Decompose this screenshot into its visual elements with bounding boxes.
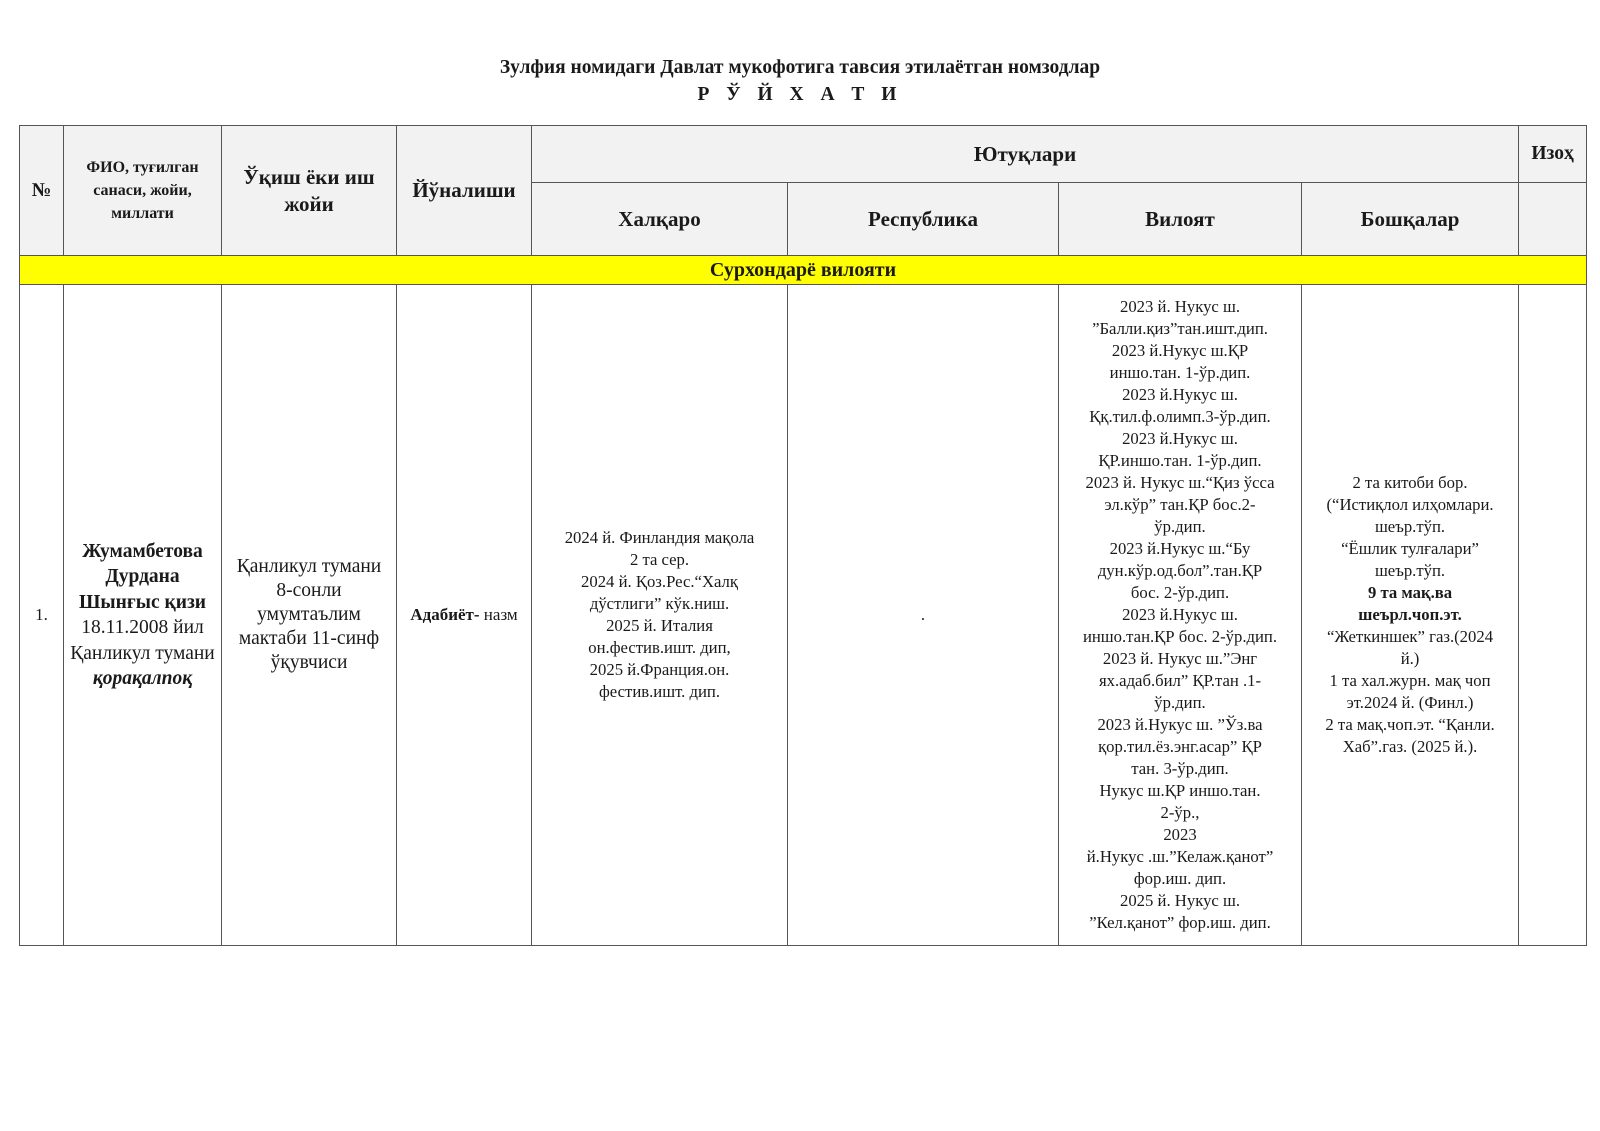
achievements-other [1302,285,1519,946]
achievement-line: шеър.тўп. [1374,517,1446,536]
achievement-line: “Ёшлик тулғалари” [1341,539,1479,558]
candidate-direction [397,285,532,946]
candidate-birth-date: 18.11.2008 йил [81,617,204,638]
row-number: 1. [20,285,64,946]
note-cell [1519,285,1587,946]
achievement-line: фестив.ишт. дип. [598,682,720,701]
direction-rest: назм [479,605,518,624]
achievement-line: 2 та сер. [629,550,690,569]
achievement-line: “Жеткиншек” газ.(2024 [1326,627,1494,646]
title-line-2: Р Ў Й Х А Т И [697,84,903,105]
header-direction: Йўналиши [397,126,532,256]
header-achievements: Ютуқлари [532,126,1519,183]
achievements-international [532,285,788,946]
candidate-name: Жумамбетова Дурдана Шынғыс қизи [78,540,207,613]
header-international: Халқаро [532,183,788,256]
achievements-regional [1059,285,1302,946]
achievement-line: 2023 й.Нукус ш. ”Ўз.ва [1097,715,1263,734]
achievements-republic: . [788,285,1059,946]
achievement-line: 2024 й. Қоз.Рес.“Халқ [581,572,738,591]
achievement-line: 2025 й.Франция.он. [589,660,730,679]
achievement-line: 2 та мақ.чоп.эт. “Қанли. [1325,715,1495,734]
candidates-table [19,125,1587,946]
achievement-line: 2025 й. Италия [606,616,713,635]
achievement-line: дўстлиги” кўк.ниш. [589,594,730,613]
achievement-line: 9 та мақ.ва [1367,583,1453,602]
achievement-line: Нукус ш.ҚР иншо.тан. [1099,781,1261,800]
achievement-line: иншо.тан.ҚР бос. 2-ўр.дип. [1082,627,1278,646]
achievement-line: 2-ўр., [1160,803,1200,822]
achievement-line: ўр.дип. [1154,693,1206,712]
achievement-line: 2023 й.Нукус ш. [1122,385,1238,404]
achievement-line: 2024 й. Финландия мақола [564,528,755,547]
achievement-line: бос. 2-ўр.дип. [1130,583,1230,602]
title-line-1: Зулфия номидаги Давлат мукофотига тавсия этилаётган номзодлар [499,57,1101,78]
table-row [20,285,1587,946]
header-note-empty [1519,183,1587,256]
header-republic: Республика [788,183,1059,256]
achievement-line: эт.2024 й. (Финл.) [1346,693,1474,712]
achievement-line: ”Балли.қиз”тан.ишт.дип. [1092,319,1268,338]
direction-bold: Адабиёт- [410,605,480,624]
achievement-line: 2 та китоби бор. [1352,473,1468,492]
achievement-line: й.Нукус .ш.”Келаж.қанот” [1086,847,1274,866]
achievement-line: (“Истиқлол илҳомлари. [1326,495,1494,514]
achievement-line: Хаб”.газ. (2025 й.). [1342,737,1478,756]
achievement-line: ўр.дип. [1154,517,1206,536]
candidate-study-place: Қанликул тумани 8-сонли умумтаълим мактаби 11-синф ўқувчиси [222,285,397,946]
achievement-line: эл.кўр” тан.ҚР бос.2- [1104,495,1256,514]
achievement-line: 2023 й.Нукус ш. [1122,429,1238,448]
achievement-line: қор.тил.ёз.энг.асар” ҚР [1098,737,1262,756]
achievement-line: 1 та хал.журн. мақ чоп [1329,671,1491,690]
header-regional: Вилоят [1059,183,1302,256]
header-note: Изоҳ [1519,126,1587,183]
achievement-line: 2023 й. Нукус ш.”Энг [1102,649,1258,668]
header-fio: ФИО, туғилган санаси, жойи, миллати [64,126,222,256]
achievement-line: дун.кўр.од.бол”.тан.ҚР [1097,561,1263,580]
achievement-line: фор.иш. дип. [1133,869,1227,888]
achievement-line: 2025 й. Нукус ш. [1119,891,1241,910]
achievement-line: 2023 й.Нукус ш.“Бу [1109,539,1251,558]
achievement-line: 2023 й. Нукус ш. [1119,297,1241,316]
achievement-line: тан. 3-ўр.дип. [1131,759,1229,778]
achievement-line: шеърл.чоп.эт. [1358,605,1462,624]
achievement-line: шеър.тўп. [1374,561,1446,580]
achievement-line: 2023 й.Нукус ш.ҚР [1111,341,1249,360]
achievement-line: 2023 [1163,825,1197,844]
header-study-place: Ўқиш ёки иш жойи [222,126,397,256]
header-number: № [20,126,64,256]
achievement-line: Ққ.тил.ф.олимп.3-ўр.дип. [1089,407,1271,426]
region-name: Сурхондарё вилояти [20,256,1587,285]
achievement-line: иншо.тан. 1-ўр.дип. [1109,363,1251,382]
achievement-line: он.фестив.ишт. дип, [588,638,731,657]
candidate-birth-place: Қанликул тумани [70,642,215,664]
achievement-line: й.) [1400,649,1420,668]
region-row [20,256,1587,285]
achievement-line: ҚР.иншо.тан. 1-ўр.дип. [1098,451,1262,470]
document-title [0,54,1600,108]
achievement-line: ях.адаб.бил” ҚР.тан .1- [1098,671,1262,690]
candidate-info [64,285,222,946]
header-other: Бошқалар [1302,183,1519,256]
candidate-nationality: қорақалпоқ [92,668,193,689]
achievement-line: 2023 й.Нукус ш. [1122,605,1238,624]
achievement-line: ”Кел.қанот” фор.иш. дип. [1089,913,1271,932]
achievement-line: 2023 й. Нукус ш.“Қиз ўсса [1085,473,1275,492]
